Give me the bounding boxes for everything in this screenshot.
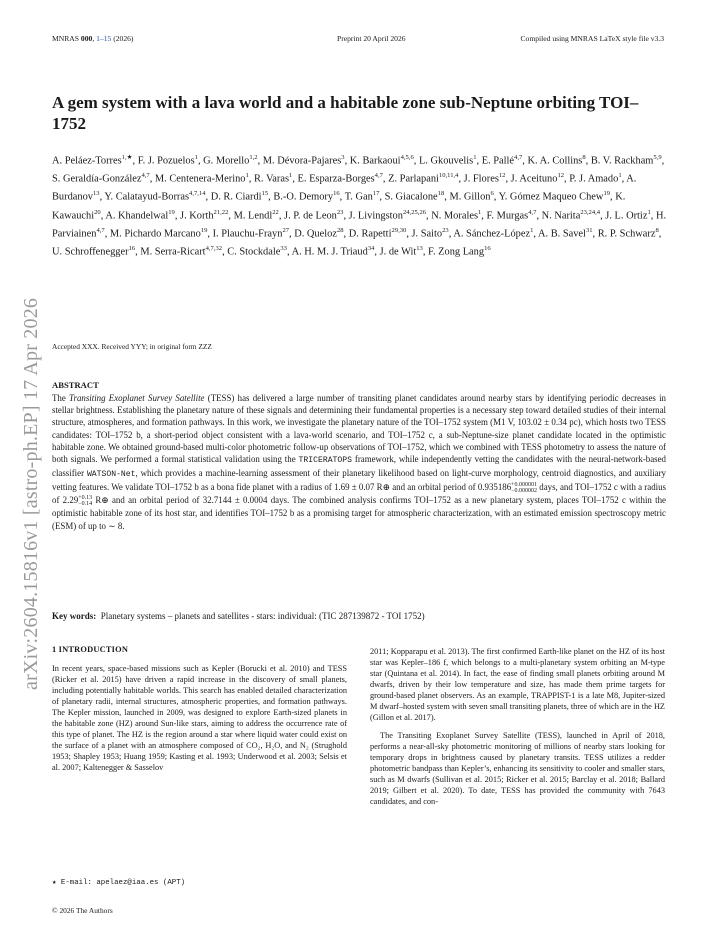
author-name: M. Pichardo Marcano bbox=[109, 228, 201, 240]
author-affiliation: 34 bbox=[367, 244, 375, 252]
author-name: U. Schroffenegger bbox=[52, 246, 129, 258]
author-name: J. L. Ortiz bbox=[605, 209, 648, 221]
author-affiliation: 13 bbox=[92, 190, 100, 198]
compiled-note: Compiled using MNRAS LaTeX style file v3.3 bbox=[520, 34, 664, 43]
author-affiliation: 23 bbox=[442, 226, 449, 234]
author-affiliation: 5,9 bbox=[653, 154, 662, 161]
author-name: R. P. Schwarz bbox=[597, 228, 656, 240]
author-affiliation: 17 bbox=[372, 190, 380, 198]
author-name: E. Pallé bbox=[481, 155, 515, 167]
author-affiliation: 1 bbox=[194, 154, 198, 161]
author-list: A. Peláez-Torres$^{1,★}$, F. J. Pozuelos$^1$, G. Morello$^{1,2}$, M. Dévora-Pajares$^3$, K. Barkaoui$^{4,5,6}$, L. Gkouvelis$^1$, E. Pallé$^{4,7}$, K. A. Collins$^8$, B. V. Rackham$^{5,9}$, S. Geraldía-González$^{4,7}$, M. Centenera-Merino$^1$, R. Varas$^1$, E. Esparza-Borges$^{4,7}$, Z. Parlapani$^{10,11,4}$, J. Flores$^{12}$, J. Aceituno$^{12}$, P. J. Amado$^1$, A. Burdanov$^{13}$, Y. Calatayud-Borras$^{4,7,14}$, D. R. Ciardi$^{15}$, B.-O. Demory$^{16}$, T. Gan$^{17}$, S. Giacalone$^{18}$, M. Gillon$^6$, Y. Gómez Maqueo Chew$^{19}$, K. Kawauchi$^{20}$, A. Khandelwal$^{19}$, J. Korth$^{21,22}$, M. Lendl$^{22}$, J. P. de Leon$^{23}$, J. Livingston$^{24,25,26}$, N. Morales$^1$, F. Murgas$^{4,7}$, N. Narita$^{23,24,4}$, J. L. Ortiz$^1$, H. Parviainen$^{4,7}$, M. Pichardo Marcano$^{19}$, I. Plauchu-Frayn$^{27}$, D. Queloz$^{28}$, D. Rapetti$^{29,30}$, J. Saito$^{23}$, A. Sánchez-López$^1$, A. B. Savel$^{31}$, R. P. Schwarz$^8$, U. Schroffenegger$^{16}$, M. Serra-Ricart$^{4,7,32}$, C. Stockdale$^{33}$, A. H. M. J. Triaud$^{34}$, J. de Wit$^{13}$, F. Zong Lang$^{16}$ bbox=[52, 154, 667, 258]
author-name: B.-O. Demory bbox=[273, 191, 334, 203]
author-name: P. J. Amado bbox=[569, 173, 619, 185]
author-name: E. Esparza-Borges bbox=[297, 173, 375, 185]
author-affiliation: 19 bbox=[200, 226, 208, 234]
page-range-link[interactable]: 1–15 bbox=[96, 34, 112, 43]
author-name: J. de Wit bbox=[379, 246, 417, 258]
author-name: T. Gan bbox=[344, 191, 373, 203]
author-affiliation: 27 bbox=[282, 226, 290, 234]
author-affiliation: 1 bbox=[289, 172, 293, 180]
author-name: H. Parviainen bbox=[52, 209, 667, 240]
author-affiliation: 4,7 bbox=[141, 172, 150, 180]
author-name: A. Peláez-Torres bbox=[52, 155, 122, 167]
author-name: S. Geraldía-González bbox=[52, 173, 142, 185]
intro-paragraph: 2011; Kopparapu et al. 2013). The first confirmed Earth-like planet on the HZ of its host star was Kepler–186 f, which belongs to a multi-planetary system orbiting an M-type star (Quintana et al. 2014). In fact, the ease of finding small planets orbiting around M dwarfs, driven by their low temperature and size, has made them prime targets for ground-based planet observers. As an example, TRAPPIST-1 is a late M8, Jupiter-sized M dwarf–hosted system with seven small transiting planets, three of which are in the HZ (Gillon et al. 2017). bbox=[370, 647, 665, 722]
author-affiliation: 3 bbox=[341, 154, 345, 161]
author-name: J. P. de Leon bbox=[284, 209, 337, 221]
author-name: J. Livingston bbox=[348, 209, 403, 221]
author-name: B. V. Rackham bbox=[590, 155, 654, 167]
author-affiliation: 15 bbox=[261, 190, 269, 198]
author-name: Z. Parlapani bbox=[388, 173, 439, 185]
author-affiliation: 4,7,32 bbox=[205, 244, 223, 252]
copyright: © 2026 The Authors bbox=[52, 906, 113, 915]
author-name: J. Flores bbox=[463, 173, 499, 185]
author-affiliation: 33 bbox=[280, 244, 287, 252]
author-affiliation: 1 bbox=[473, 154, 477, 161]
accepted-note: Accepted XXX. Received YYY; in original form ZZZ bbox=[52, 342, 212, 351]
author-affiliation: 8 bbox=[655, 226, 659, 234]
author-affiliation: 23,24,4 bbox=[580, 208, 601, 216]
author-affiliation: 1 bbox=[647, 208, 651, 216]
author-name: K. Barkaoui bbox=[349, 155, 401, 167]
author-name: N. Narita bbox=[541, 209, 581, 221]
author-name: C. Stockdale bbox=[227, 246, 281, 258]
author-affiliation: 4,7 bbox=[374, 172, 383, 180]
author-name: L. Gkouvelis bbox=[418, 155, 474, 167]
author-affiliation: 16 bbox=[333, 190, 340, 198]
author-name: M. Gillon bbox=[449, 191, 491, 203]
abstract-body: The Transiting Exoplanet Survey Satellite (TESS) has delivered a large number of transiting planet candidates around nearby stars by identifying periodic decreases in stellar brightness. Establishing the planetary nature of these signals and determining their fundamental properties is a necessary step toward detailed studies of their internal structure, atmospheres, and formation pathways. In this work, we investigate the planetary nature of the TOI–1752 system (M1 V, 103.02 ± 0.34 pc), which hosts two TESS candidates: TOI–1752 b, a short-period object consistent with a lava-world scenario, and TOI–1752 c, a sub-Neptune-size planet candidate located in the optimistic habitable zone. We obtained ground-based multi-color photometric follow-up observations of TOI–1752, which we combined with TESS photometry to assess the nature of both signals. We performed a formal statistical validation using the TRICERATOPS framework, while independently vetting the candidates with the neural-network-based classifier WATSON-Net, which provides a machine-learning assessment of their planetary likelihood based on light-curve morphology, centroid diagnostics, and auxiliary vetting features. We validate TOI–1752 b as a bona fide planet with a radius of 1.69 ± 0.07 R⊕ and an orbital period of 0.935186+0.000001 −0.000002 days, and TOI–1752 c with a radius of 2.29+0.13 −0.14 R⊕ and an orbital period of 32.7144 ± 0.0004 days. The combined analysis confirms TOI–1752 as a new planetary system, places TOI–1752 c within the optimistic habitable zone of its host star, and identifies TOI–1752 b as a promising target for atmospheric characterization, with an estimated emission spectroscopy metric (ESM) of up to ∼ 8. bbox=[52, 393, 666, 531]
author-name: Y. Gómez Maqueo Chew bbox=[498, 191, 604, 203]
author-name: I. Plauchu-Frayn bbox=[212, 228, 283, 240]
author-affiliation: 10,11,4 bbox=[438, 172, 459, 180]
author-name: D. R. Ciardi bbox=[210, 191, 262, 203]
author-name: D. Queloz bbox=[294, 228, 337, 240]
author-affiliation: 28 bbox=[336, 226, 344, 234]
author-affiliation: 29,30 bbox=[391, 226, 407, 234]
author-name: A. Khandelwal bbox=[105, 209, 169, 221]
author-name: M. Centenera-Merino bbox=[154, 173, 246, 185]
author-name: R. Varas bbox=[254, 173, 290, 185]
triceratops-name: TRICERATOPS bbox=[298, 456, 352, 466]
author-affiliation: 4,7 bbox=[528, 208, 537, 216]
keywords: Key words: Planetary systems – planets and satellites - stars: individual: (TIC 287139872 - TOI 1752) bbox=[52, 611, 425, 621]
arxiv-identifier[interactable]: arXiv:2604.15816v1 [astro-ph.EP] 17 Apr 2026 bbox=[20, 297, 42, 690]
journal-citation: MNRAS 000, 1–15 (2026) bbox=[52, 34, 134, 43]
running-header bbox=[52, 34, 664, 48]
author-name: G. Morello bbox=[203, 155, 250, 167]
author-affiliation: 1,★ bbox=[121, 154, 133, 161]
author-affiliation: 1 bbox=[245, 172, 249, 180]
author-name: J. Saito bbox=[411, 228, 443, 240]
author-name: F. Murgas bbox=[486, 209, 529, 221]
author-affiliation: 8 bbox=[582, 154, 586, 161]
author-affiliation: 21,22 bbox=[213, 208, 229, 216]
author-affiliation: 4,5,6 bbox=[400, 154, 414, 161]
paper-title: A gem system with a lava world and a habitable zone sub-Neptune orbiting TOI–1752 bbox=[52, 93, 639, 133]
author-affiliation: 19 bbox=[603, 190, 611, 198]
author-name: A. Burdanov bbox=[52, 173, 637, 203]
author-affiliation: 12 bbox=[498, 172, 506, 180]
author-affiliation: 16 bbox=[128, 244, 136, 252]
author-affiliation: 23 bbox=[336, 208, 344, 216]
author-name: Y. Calatayud-Borras bbox=[104, 191, 190, 203]
author-affiliation: 18 bbox=[437, 190, 445, 198]
author-affiliation: 13 bbox=[416, 244, 423, 252]
preprint-date: Preprint 20 April 2026 bbox=[337, 34, 406, 43]
author-affiliation: 24,25,26 bbox=[402, 208, 427, 216]
author-name: J. Aceituno bbox=[510, 173, 558, 185]
author-name: F. J. Pozuelos bbox=[137, 155, 195, 167]
intro-paragraph: The Transiting Exoplanet Survey Satellite (TESS), launched in April of 2018, performs a near-all-sky photometric monitoring of millions of nearby stars looking for temporary drops in brightness caused by planetary transits. TESS utilizes a redder photometric bandpass than Kepler’s, enhancing its sensitivity to cooler and smaller stars, such as M dwarfs (Sullivan et al. 2015; Ricker et al. 2015; Barclay et al. 2018; Ballard 2019; Gilbert et al. 2020). To date, TESS has provided the community with 7643 candidates, and con- bbox=[370, 731, 666, 806]
author-name: D. Rapetti bbox=[348, 228, 392, 240]
author-affiliation: 1,2 bbox=[249, 154, 258, 161]
author-affiliation: 16 bbox=[484, 244, 491, 252]
author-name: M. Serra-Ricart bbox=[140, 246, 206, 258]
author-name: J. Korth bbox=[180, 209, 214, 221]
intro-right-column bbox=[370, 646, 665, 807]
author-affiliation: 4,7 bbox=[514, 154, 523, 161]
author-name: A. Sánchez-López bbox=[453, 228, 531, 240]
author-name: A. H. M. J. Triaud bbox=[291, 246, 368, 258]
author-affiliation: 31 bbox=[585, 226, 593, 234]
author-affiliation: 20 bbox=[94, 208, 101, 216]
author-name: K. A. Collins bbox=[527, 155, 583, 167]
volume: 000 bbox=[80, 34, 93, 43]
author-affiliation: 4,7,14 bbox=[189, 190, 206, 198]
author-name: M. Dévora-Pajares bbox=[262, 155, 342, 167]
intro-paragraph: In recent years, space-based missions such as Kepler (Borucki et al. 2010) and TESS (Ricker et al. 2015) have driven a rapid increase in the discovery of small planets, including potentially habitable worlds. This search has enabled detailed characterization of planetary radii, internal structures, atmospheric properties, and formation pathways. The Kepler mission, launched in 2009, was designed to explore Earth-sized planets in the habitable zone (HZ) around Sun-like stars, aiming to address the occurrence rate of this type of planet. The HZ is the region around a star where liquid water could exist on the surface of a planet with an atmosphere composed of CO₂, H₂O, and N₂ (Strughold 1953; Shapley 1953; Huang 1959; Kasting et al. 1993; Underwood et al. 2003; Selsis et al. 2007; Kaltenegger & Sasselov bbox=[52, 664, 347, 772]
intro-left-column bbox=[52, 644, 347, 773]
author-name: F. Zong Lang bbox=[428, 246, 485, 258]
author-name: K. Kawauchi bbox=[52, 191, 626, 221]
author-name: M. Lendl bbox=[233, 209, 273, 221]
author-name: A. B. Savel bbox=[538, 228, 586, 240]
author-affiliation: 6 bbox=[490, 190, 494, 198]
abstract-heading: ABSTRACT bbox=[52, 380, 99, 390]
watson-net-name: WATSON-Net bbox=[86, 470, 136, 480]
section-heading: 1 INTRODUCTION bbox=[52, 645, 129, 654]
author-affiliation: 1 bbox=[477, 208, 482, 216]
footnote-email[interactable]: ★ E-mail: apelaez@iaa.es (APT) bbox=[52, 879, 186, 887]
author-name: S. Giacalone bbox=[384, 191, 438, 203]
author-affiliation: 4,7 bbox=[96, 226, 105, 234]
author-affiliation: 19 bbox=[168, 208, 175, 216]
author-name: N. Morales bbox=[431, 209, 478, 221]
author-affiliation: 12 bbox=[557, 172, 565, 180]
author-affiliation: 1 bbox=[530, 226, 534, 234]
author-affiliation: 1 bbox=[618, 172, 622, 180]
author-affiliation: 22 bbox=[272, 208, 279, 216]
